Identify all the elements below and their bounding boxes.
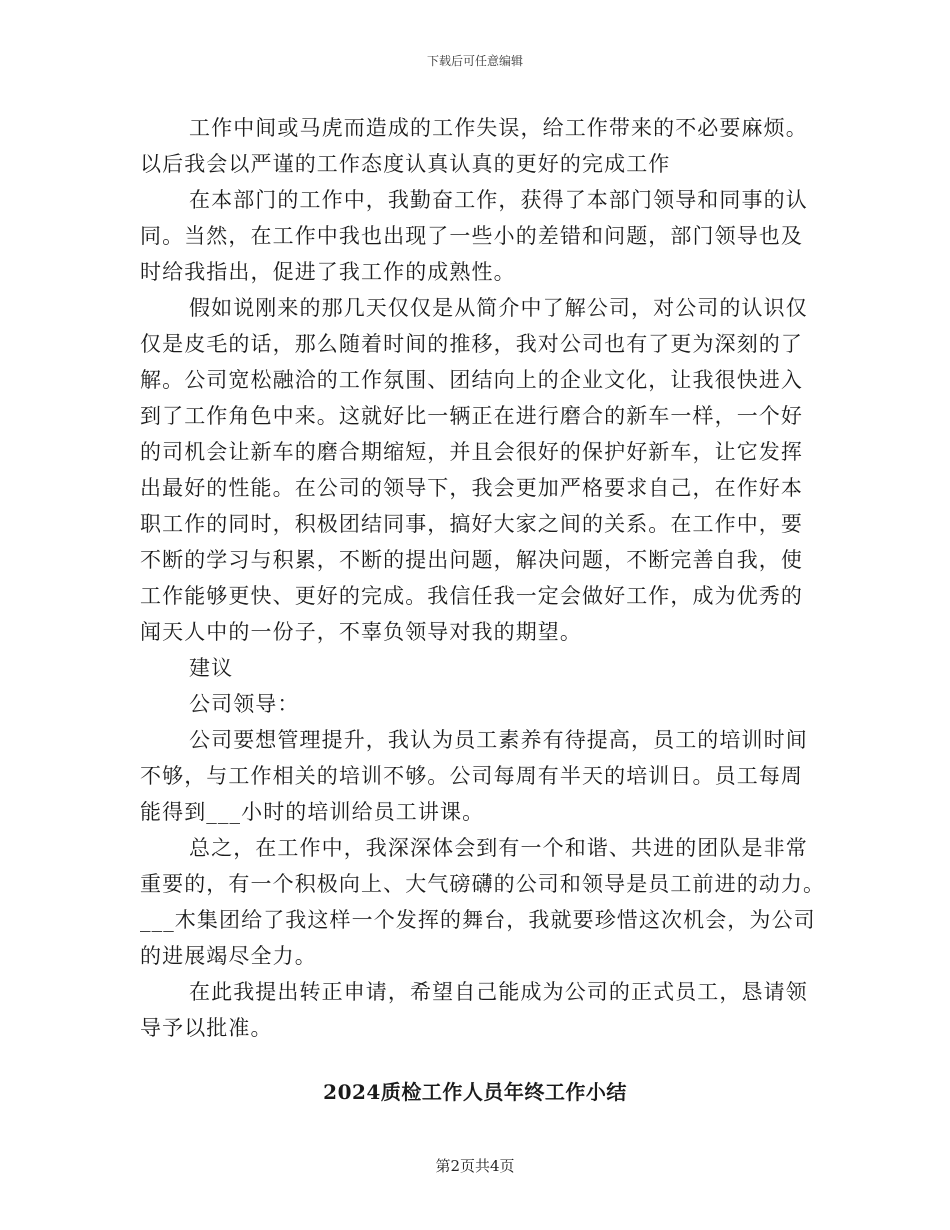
text-line: 在本部门的工作中，我勤奋工作，获得了本部门领导和同事的认 — [189, 188, 808, 212]
page-number-footer: 第2页共4页 — [435, 1157, 515, 1175]
text-line: 不断的学习与积累，不断的提出问题，解决问题，不断完善自我，使 — [140, 548, 803, 572]
paragraph — [140, 182, 808, 290]
text-line: 仅是皮毛的话，那么随着时间的推移，我对公司也有了更为深刻的了 — [140, 332, 803, 356]
text-line: 建议 — [189, 656, 234, 680]
text-line: 职工作的同时，积极团结同事，搞好大家之间的关系。在工作中，要 — [140, 512, 803, 536]
text-line: 假如说刚来的那几天仅仅是从简介中了解公司，对公司的认识仅 — [189, 296, 808, 320]
paragraph — [140, 830, 826, 974]
text-line: 出最好的性能。在公司的领导下，我会更加严格要求自己，在作好本 — [140, 476, 803, 500]
text-line: 工作能够更快、更好的完成。我信任我一定会做好工作，成为优秀的 — [140, 584, 803, 608]
text-line: 导予以批准。 — [140, 1016, 273, 1040]
text-line: 的进展竭尽全力。 — [140, 944, 317, 968]
document-body — [140, 110, 826, 1046]
text-line: 到了工作角色中来。这就好比一辆正在进行磨合的新车一样，一个好 — [140, 404, 803, 428]
text-line: 能得到___小时的培训给员工讲课。 — [140, 800, 485, 824]
text-line: ___木集团给了我这样一个发挥的舞台，我就要珍惜这次机会，为公司 — [140, 908, 816, 932]
text-line: 公司领导： — [189, 692, 300, 716]
paragraph — [140, 974, 808, 1046]
text-line: 的司机会让新车的磨合期缩短，并且会很好的保护好新车，让它发挥 — [140, 440, 803, 464]
text-line: 时给我指出，促进了我工作的成熟性。 — [140, 260, 516, 284]
paragraph — [140, 290, 808, 650]
text-line: 公司要想管理提升，我认为员工素养有待提高，员工的培训时间 — [189, 728, 808, 752]
paragraph — [140, 722, 808, 830]
paragraph — [140, 110, 808, 182]
text-line: 在此我提出转正申请，希望自己能成为公司的正式员工，恳请领 — [189, 980, 808, 1004]
paragraph-heading — [140, 650, 805, 686]
text-line: 以后我会以严谨的工作态度认真认真的更好的完成工作 — [140, 152, 671, 176]
text-line: 工作中间或马虎而造成的工作失误，给工作带来的不必要麻烦。 — [189, 116, 808, 140]
page-header-note: 下载后可任意编辑 — [426, 54, 523, 68]
text-line: 同。当然，在工作中我也出现了一些小的差错和问题，部门领导也及 — [140, 224, 803, 248]
salutation — [140, 686, 805, 722]
text-line: 闻天人中的一份子，不辜负领导对我的期望。 — [140, 620, 582, 644]
text-line: 解。公司宽松融洽的工作氛围、团结向上的企业文化，让我很快进入 — [140, 368, 803, 392]
section-title: 2024质检工作人员年终工作小结 — [323, 1080, 627, 1104]
text-line: 总之，在工作中，我深深体会到有一个和谐、共进的团队是非常 — [189, 836, 808, 860]
text-line: 重要的，有一个积极向上、大气磅礴的公司和领导是员工前进的动力。 — [140, 872, 826, 896]
text-line: 不够，与工作相关的培训不够。公司每周有半天的培训日。员工每周 — [140, 764, 803, 788]
